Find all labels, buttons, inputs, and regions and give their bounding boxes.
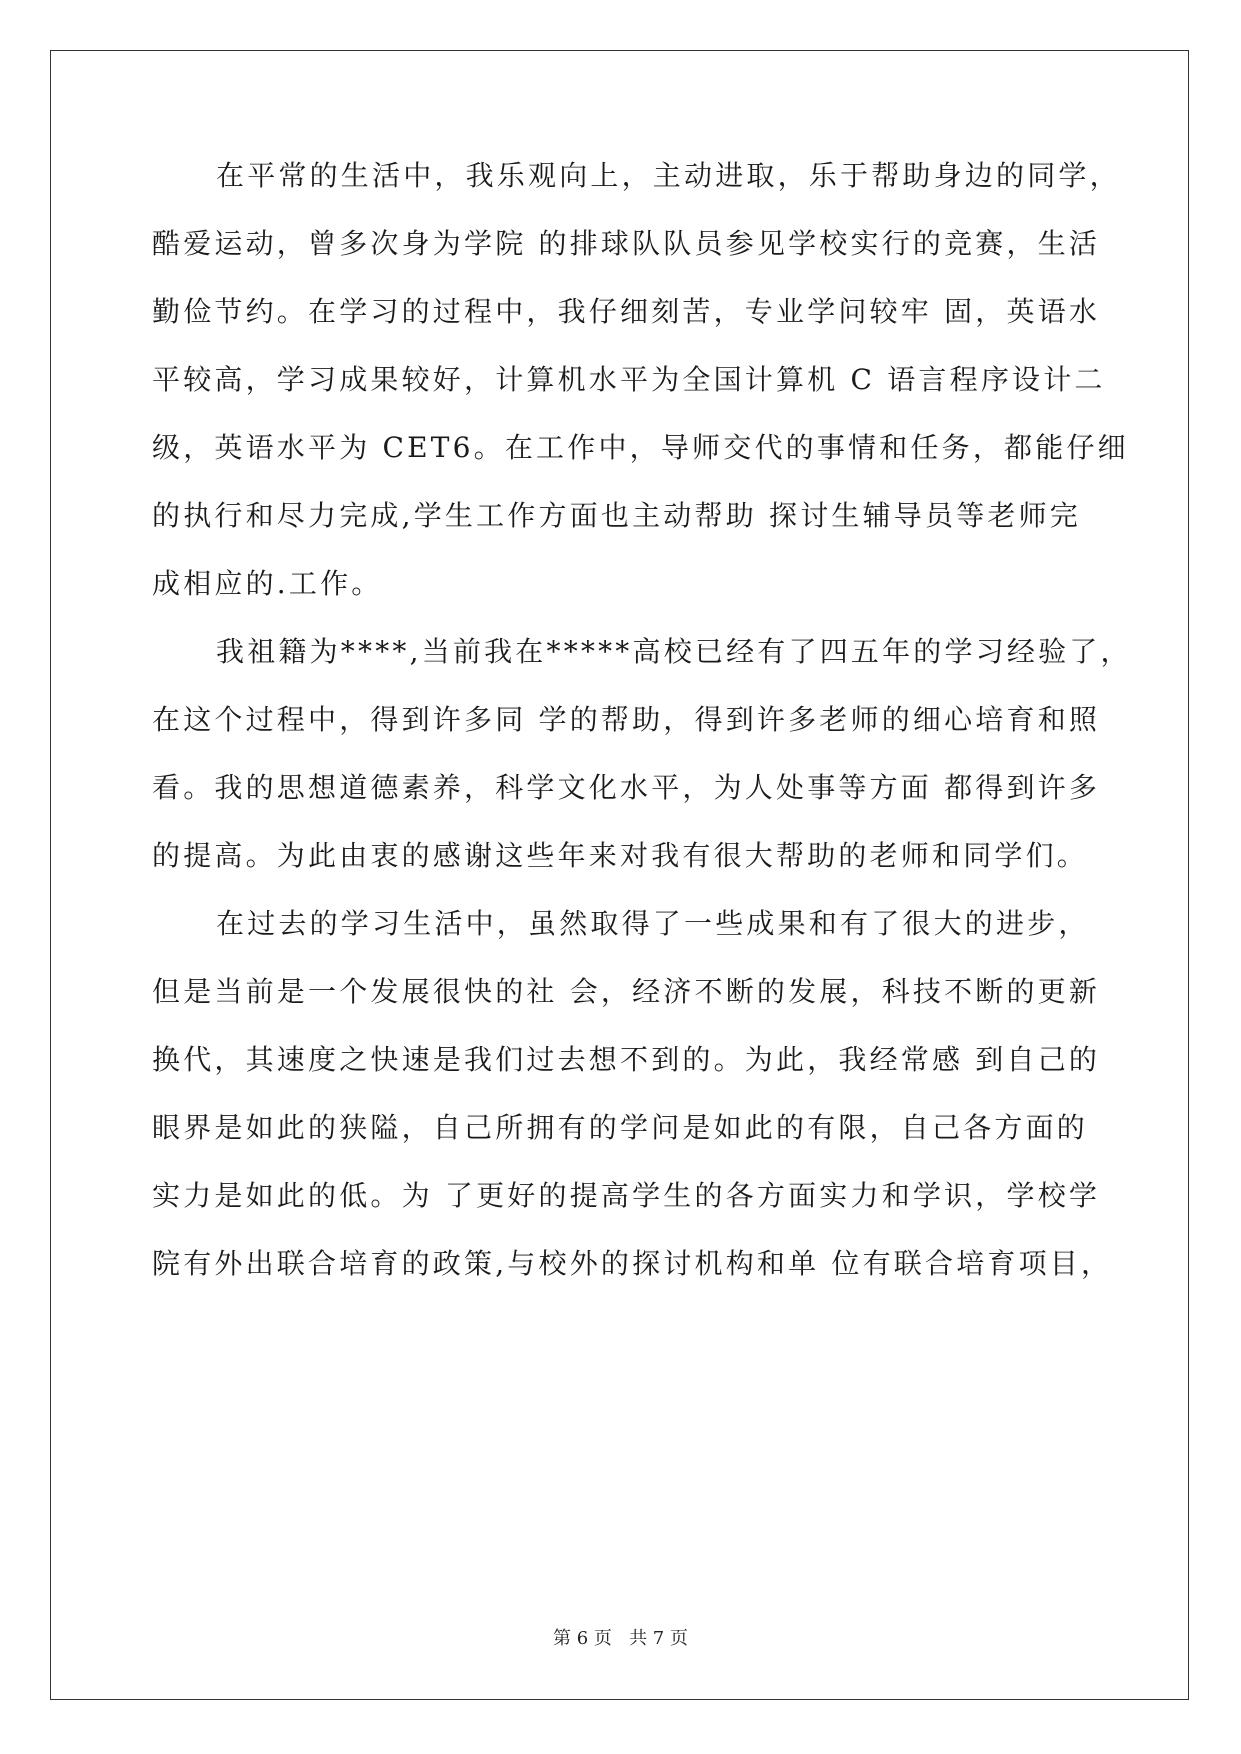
paragraph-2-line-4: 的提高。为此由衷的感谢这些年来对我有很大帮助的老师和同学们。 <box>152 839 1089 872</box>
page-footer <box>0 1624 1241 1650</box>
paragraph-1-line-6: 的执行和尽力完成,学生工作方面也主动帮助 探讨生辅导员等老师完 <box>152 499 1082 532</box>
paragraph-2-line-1: 我祖籍为****,当前我在*****高校已经有了四五年的学习经验了， <box>216 635 1132 668</box>
paragraph-1-line-7: 成相应的.工作。 <box>152 567 383 600</box>
paragraph-2-line-3: 看。我的思想道德素养，科学文化水平，为人处事等方面 都得到许多 <box>152 771 1101 804</box>
paragraph-1-line-2: 酷爱运动，曾多次身为学院 的排球队队员参见学校实行的竞赛，生活 <box>152 227 1101 260</box>
paragraph-3-line-1: 在过去的学习生活中，虽然取得了一些成果和有了很大的进步， <box>216 907 1090 940</box>
paragraph-1-line-4: 平较高，学习成果较好，计算机水平为全国计算机 C 语言程序设计二 <box>152 363 1106 396</box>
paragraph-1-line-1: 在平常的生活中，我乐观向上，主动进取，乐于帮助身边的同学， <box>216 159 1121 192</box>
page-number: 第 6 页 <box>553 1628 612 1649</box>
paragraph-2-line-2: 在这个过程中，得到许多同 学的帮助，得到许多老师的细心培育和照 <box>152 703 1101 736</box>
paragraph-3-line-6: 院有外出联合培育的政策,与校外的探讨机构和单 位有联合培育项目， <box>152 1247 1113 1280</box>
paragraph-3-line-3: 换代，其速度之快速是我们过去想不到的。为此，我经常感 到自己的 <box>152 1043 1101 1076</box>
paragraph-3-line-4: 眼界是如此的狭隘，自己所拥有的学问是如此的有限，自己各方面的 <box>152 1111 1089 1144</box>
paragraph-3-line-2: 但是当前是一个发展很快的社 会，经济不断的发展，科技不断的更新 <box>152 975 1101 1008</box>
page-total: 共 7 页 <box>629 1628 688 1649</box>
paragraph-1-line-5: 级，英语水平为 CET6。在工作中，导师交代的事情和任务，都能仔细 <box>152 431 1129 464</box>
paragraph-3-line-5: 实力是如此的低。为 了更好的提高学生的各方面实力和学识，学校学 <box>152 1179 1101 1212</box>
paragraph-1-line-3: 勤俭节约。在学习的过程中，我仔细刻苦，专业学问较牢 固，英语水 <box>152 295 1101 328</box>
